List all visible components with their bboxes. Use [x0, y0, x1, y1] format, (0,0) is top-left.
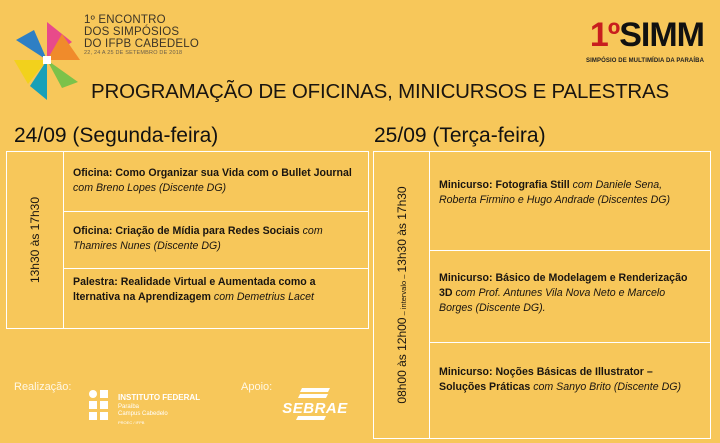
- apoio-label: Apoio:: [241, 381, 273, 393]
- page-title: PROGRAMAÇÃO DE OFICINAS, MINICURSOS E PALESTRAS: [91, 80, 669, 103]
- row-text: Oficina: Criação de Mídia para Redes Sociais com Thamires Nunes (Discente DG): [73, 225, 323, 252]
- event-line2: DOS SIMPÓSIOS: [84, 26, 180, 38]
- day1-time: 13h30 às 17h30: [28, 196, 42, 284]
- schedule-row: [430, 251, 710, 343]
- sebrae-name: SEBRAE: [282, 400, 348, 417]
- schedule-row: [64, 152, 368, 212]
- day2-rows: [430, 152, 710, 438]
- row-text: Oficina: Como Organizar sua Vida com o Bullet Journal com Breno Lopes (Discente DG): [73, 167, 352, 194]
- schedule-row: [64, 269, 368, 328]
- pinwheel-logo-icon: [12, 20, 82, 102]
- row-text: Palestra: Realidade Virtual e Aumentada como a lternativa na Aprendizagem com Demetrius Lacet: [73, 276, 316, 303]
- row-text: Minicurso: Básico de Modelagem e Renderização 3D com Prof. Antunes Vila Nova Neto e Marcelo Borges (Discente DG).: [439, 272, 688, 314]
- ifpb-logo: [88, 387, 218, 431]
- schedule-row: [64, 212, 368, 269]
- day2-title: 25/09 (Terça-feira): [374, 124, 546, 147]
- realizacao-label: Realização:: [14, 381, 72, 393]
- day2-schedule: [373, 151, 711, 439]
- event-line1: 1º ENCONTRO: [84, 14, 166, 26]
- day2-time-column: [374, 152, 430, 438]
- simm-title: [590, 18, 704, 52]
- day1-time-column: [7, 152, 64, 328]
- ifpb-campus: Campus Cabedelo: [118, 411, 168, 417]
- ifpb-dept: PROEC / IFPB: [118, 420, 145, 425]
- simm-number: 1º: [589, 16, 620, 54]
- event-dates: 22, 24 A 25 DE SETEMBRO DE 2018: [84, 50, 183, 56]
- day1-title: 24/09 (Segunda-feira): [14, 124, 219, 147]
- schedule-row: [430, 343, 710, 438]
- ifpb-state: Paraíba: [118, 404, 140, 410]
- ifpb-name: INSTITUTO FEDERAL: [118, 393, 201, 402]
- ifpb-grid-icon: [88, 389, 114, 429]
- simm-subtitle: SIMPÓSIO DE MULTIMÍDIA DA PARAÍBA: [586, 58, 704, 64]
- row-text: Minicurso: Fotografia Still com Daniele Sena, Roberta Firmino e Hugo Andrade (Discentes DG): [439, 179, 670, 206]
- day1-rows: [64, 152, 368, 328]
- simm-name: SIMM: [619, 16, 704, 54]
- row-text: Minicurso: Noções Básicas de Illustrator – Soluções Práticas com Sanyo Brito (Discente DG): [439, 366, 681, 393]
- schedule-row: [430, 152, 710, 251]
- day2-time: 08h00 às 12h00 – intervalo – 13h30 às 17h30: [394, 186, 409, 404]
- sebrae-logo: [276, 386, 354, 424]
- simm-logo: [556, 18, 704, 68]
- event-title: [84, 14, 199, 57]
- day1-schedule: [6, 151, 369, 329]
- event-line3: DO IFPB CABEDELO: [84, 38, 200, 50]
